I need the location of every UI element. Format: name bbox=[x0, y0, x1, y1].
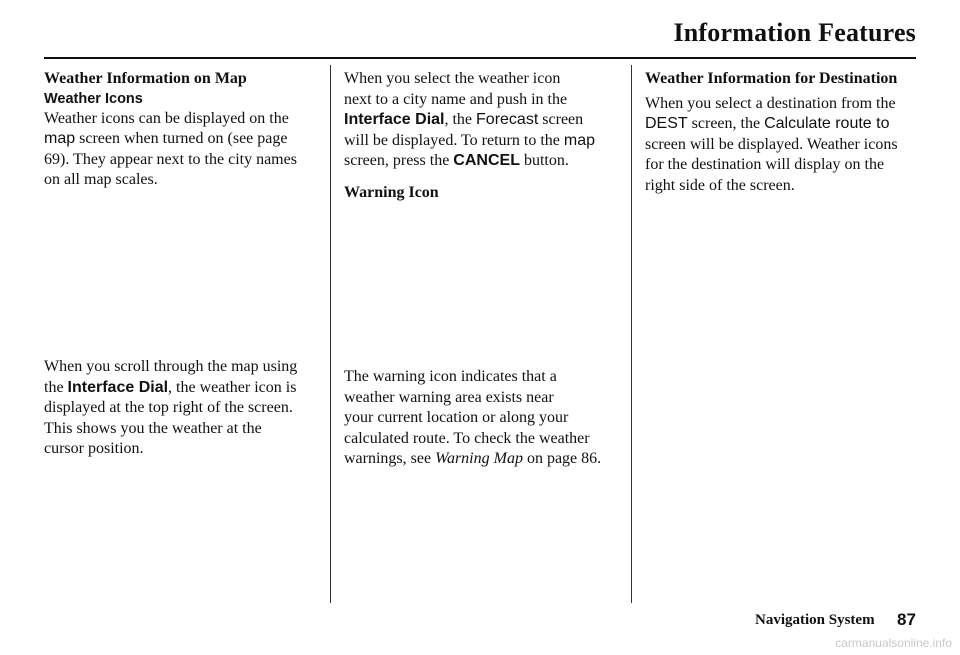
column-1 bbox=[44, 69, 324, 191]
column-divider-2 bbox=[631, 65, 632, 603]
header-rule bbox=[44, 57, 916, 59]
paragraph-warning-icon: The warning icon indicates that a weather warning area exists near your current location or along your calculated route. To check the weather warnings, see Warning Map on page 86. bbox=[344, 368, 602, 467]
subheading-weather-icons: Weather Icons bbox=[44, 90, 143, 107]
column-2-lower bbox=[344, 367, 629, 470]
column-3 bbox=[645, 69, 925, 196]
paragraph-weather-icons: Weather icons can be displayed on the map screen when turned on (see page 69). They appear next to the city names on all map scales. bbox=[44, 109, 297, 188]
section-heading-weather-destination: Weather Information for Destination bbox=[645, 70, 898, 87]
page-number: 87 bbox=[897, 610, 916, 629]
paragraph-scroll-map: When you scroll through the map using the Interface Dial, the weather icon is displayed at the top right of the screen. This shows you the weather at the cursor position. bbox=[44, 358, 298, 457]
paragraph-weather-destination: When you select a destination from the DEST screen, the Calculate route to screen will be displayed. Weather icons for the destination will display on the right side of the screen. bbox=[645, 94, 898, 194]
watermark: carmanualsonline.info bbox=[835, 636, 952, 650]
column-1-lower bbox=[44, 357, 324, 460]
paragraph-select-weather-icon: When you select the weather icon next to a city name and push in the Interface Dial, the Forecast screen will be displayed. To return to the map screen, press the CANCEL button. bbox=[344, 70, 595, 169]
footer-label: Navigation System bbox=[755, 612, 875, 628]
column-divider-1 bbox=[330, 65, 331, 603]
page-title: Information Features bbox=[673, 18, 916, 47]
section-heading-weather-on-map: Weather Information on Map bbox=[44, 70, 247, 87]
column-2 bbox=[344, 69, 624, 203]
section-heading-warning-icon: Warning Icon bbox=[344, 183, 439, 201]
